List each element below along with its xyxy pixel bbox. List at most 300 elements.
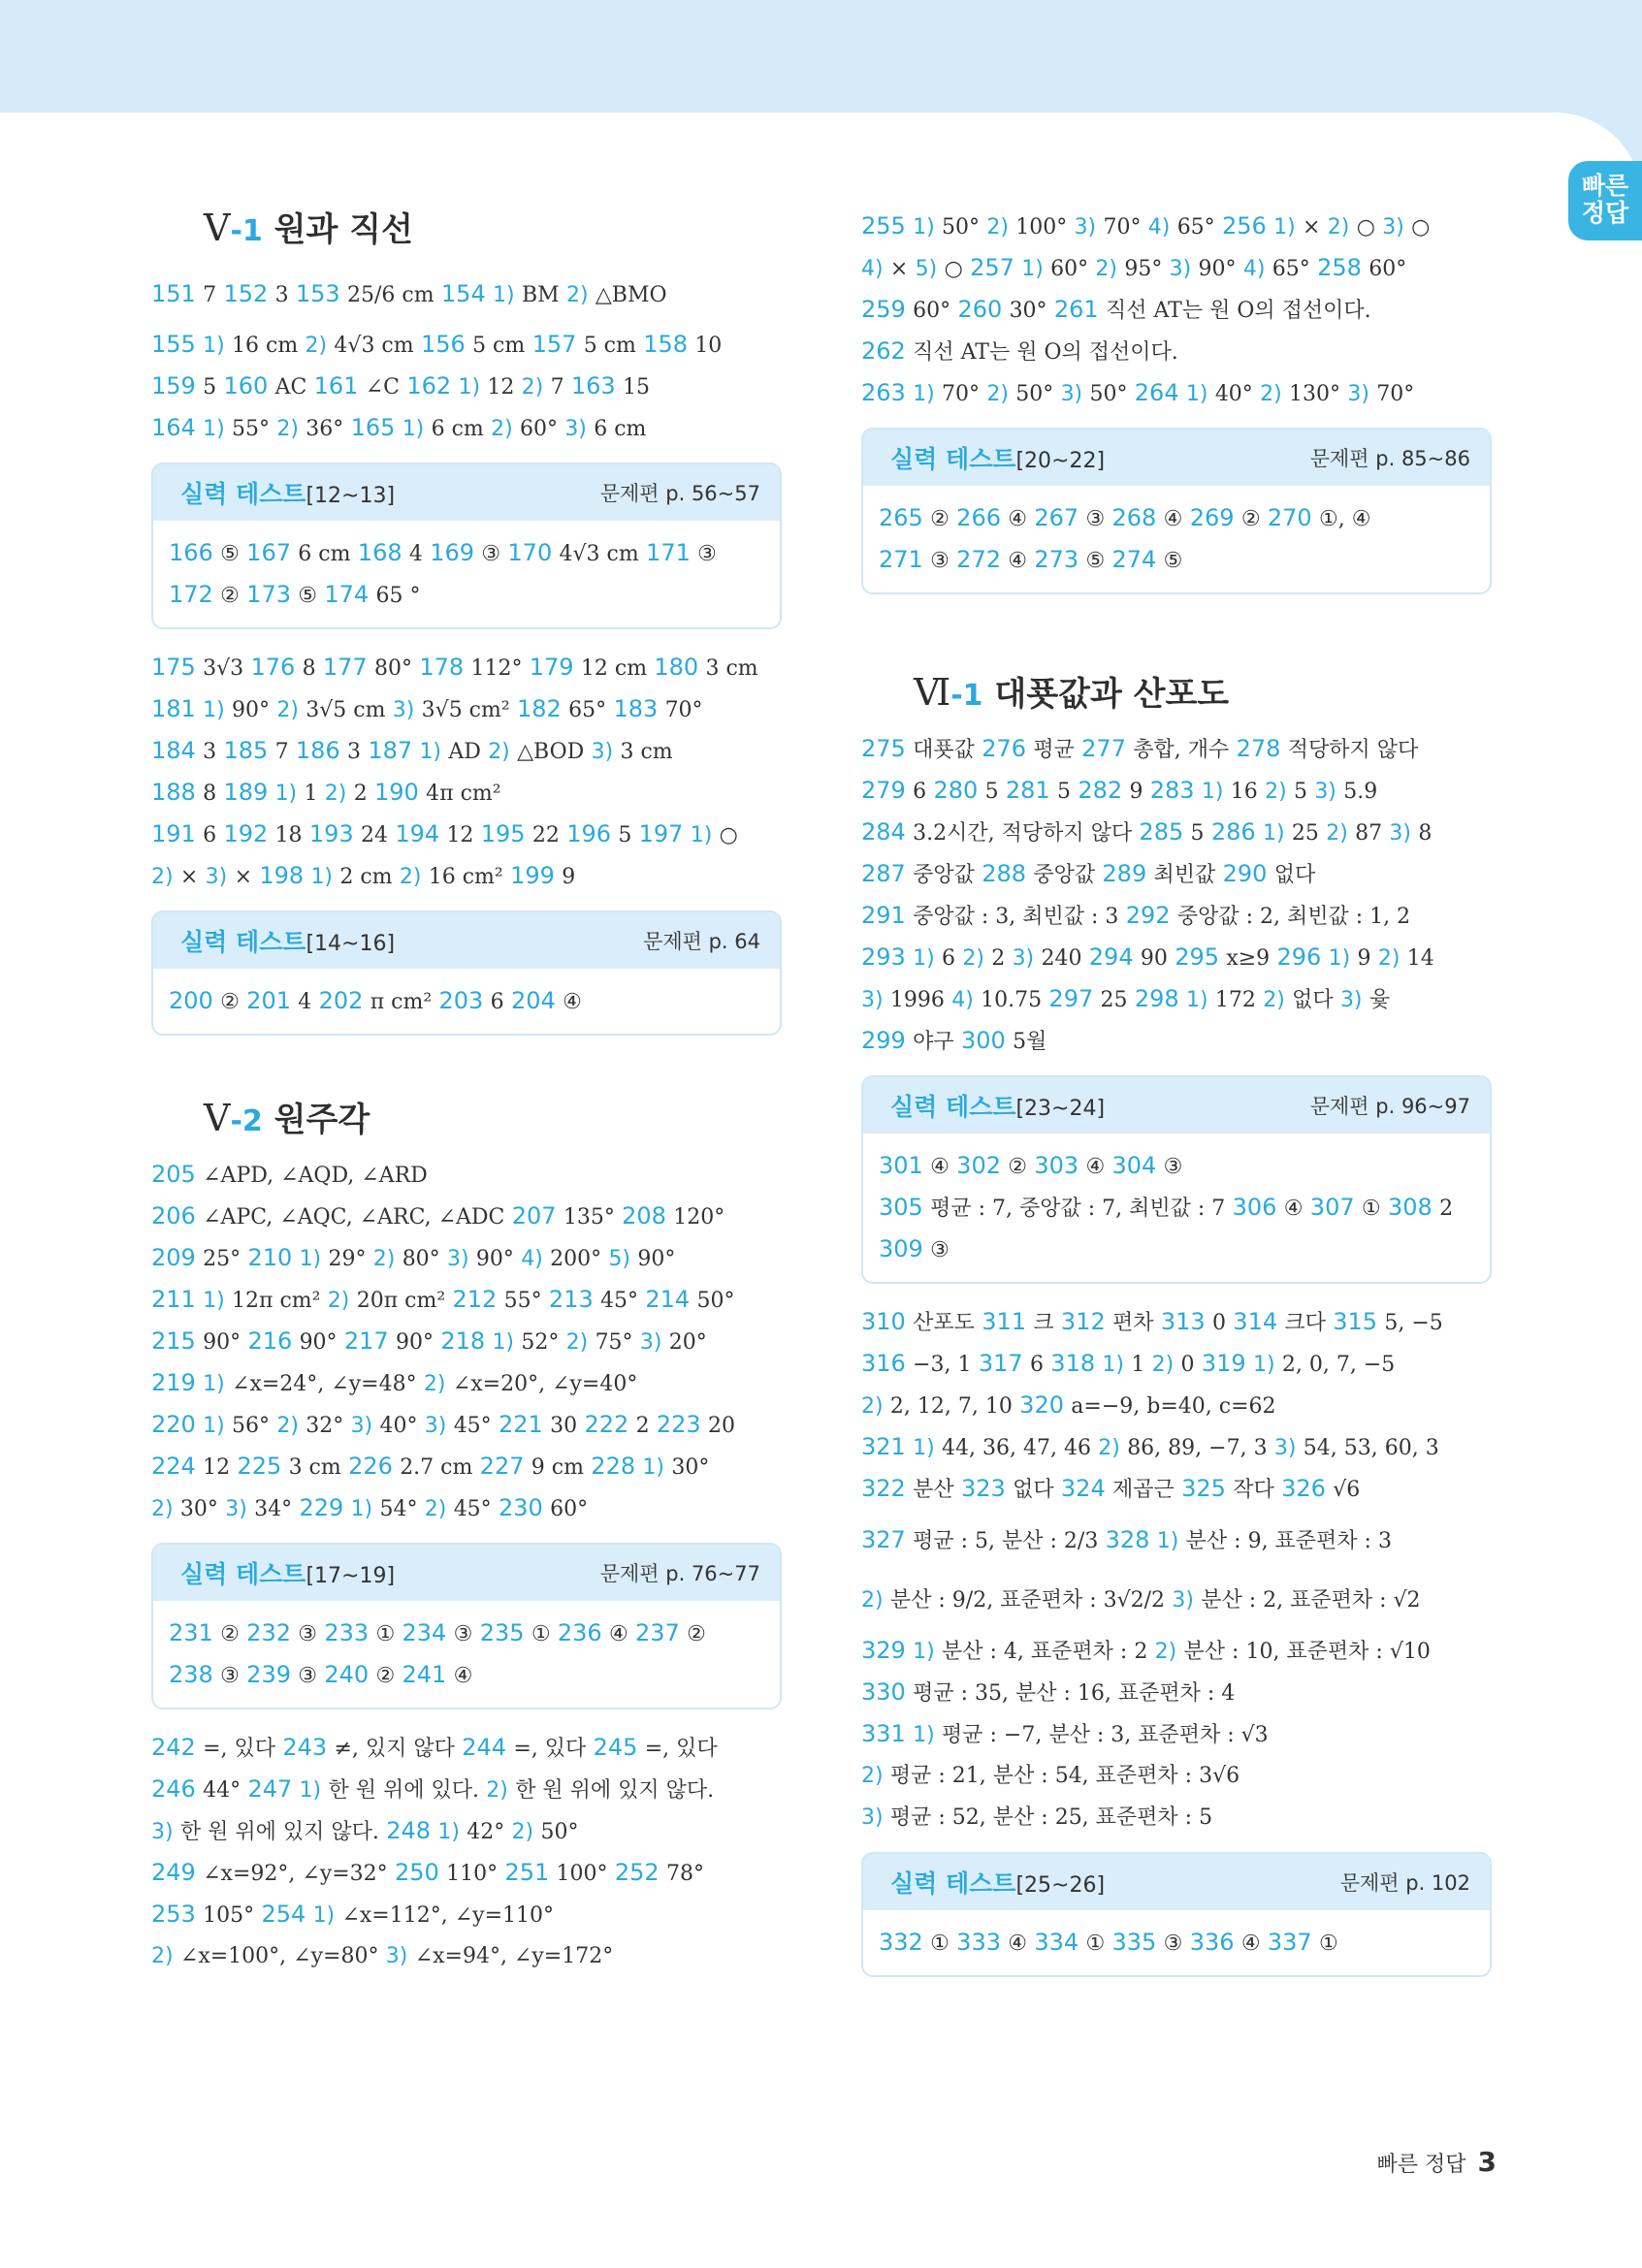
answer-line [169,532,780,574]
problem-number: 321 [861,1433,906,1460]
answer-value: ∠x=24°, ∠y=48° [232,1372,417,1396]
sub-item-label: 1) [1273,215,1296,240]
answer-line [861,978,1492,1020]
answer-value: 9 cm [531,1455,584,1480]
sub-item-label: 2) [1260,382,1282,406]
answer-value: 5 [1057,780,1071,804]
side-tab-line-2: 정답 [1581,199,1629,227]
sub-item-label: 2) [511,1820,534,1844]
problem-number: 274 [1111,546,1157,573]
skill-test-label: 실력 테스트 [180,480,306,508]
problem-number: 280 [933,777,979,804]
problem-number: 259 [861,296,906,323]
problem-number: 266 [956,504,1001,531]
answer-line [151,407,782,449]
sub-item-label: 1) [203,417,225,441]
answer-value: 3 cm [288,1455,341,1480]
answer-value: 평균 [1033,738,1075,762]
problem-number: 229 [299,1494,344,1521]
answer-line [861,331,1492,372]
sub-item-label: 1) [1252,1353,1275,1377]
answer-value: ① [1318,1932,1338,1956]
answer-line [151,1362,782,1404]
problem-number: 332 [879,1929,923,1956]
problem-number: 301 [879,1152,923,1179]
answer-value: 18 [274,823,303,847]
answer-line [861,247,1492,289]
problem-number: 184 [151,737,196,764]
answer-line [861,1630,1492,1672]
answer-value: ③ [930,549,950,573]
problem-number: 195 [480,820,526,847]
answer-value: 32° [306,1414,344,1438]
problem-number: 309 [879,1235,923,1262]
section-name: 원과 직선 [274,210,413,249]
answer-value: 60° [550,1497,589,1521]
problem-number: 320 [1019,1391,1064,1419]
skill-test-header [153,464,780,521]
problem-number: 158 [643,331,688,358]
answer-line [861,1713,1492,1755]
problem-number: 164 [151,414,196,441]
problem-number: 250 [394,1859,439,1886]
answer-value: 6 [913,780,927,804]
sub-item-label: 1) [203,1414,225,1438]
problem-number: 289 [1102,860,1147,887]
sub-item-label: 3) [1273,1436,1297,1460]
problem-number: 306 [1232,1194,1277,1221]
answer-value: ① [375,1622,396,1646]
answer-line [861,1570,1492,1630]
answer-value: 54, 53, 60, 3 [1303,1436,1439,1460]
answer-value: ③ [1163,1932,1183,1956]
answer-value: ② [220,584,240,608]
problem-number: 294 [1088,943,1134,971]
sub-item-label: 3) [1074,215,1097,240]
answer-value: 평균 : 21, 분산 : 54, 표준편차 : 3√6 [889,1764,1240,1788]
answer-value: 4 [408,542,423,566]
answer-value: 95° [1124,257,1163,281]
problem-number: 303 [1034,1152,1079,1179]
right-column [861,206,1492,1995]
answer-line [151,1196,782,1237]
sub-item-label: 1) [1021,257,1044,281]
answer-value: 22 [531,823,560,847]
sub-item-label: 2) [1095,257,1118,281]
section-number: -1 [950,679,983,713]
answer-value: 한 원 위에 있지 않다. [515,1778,715,1803]
skill-test-label: 실력 테스트 [890,1869,1016,1898]
problem-number: 177 [322,654,368,681]
sub-item-label: 2) [327,1289,350,1313]
sub-item-label: 2) [151,865,174,889]
skill-test-answers [863,1910,1490,1975]
skill-test-header [863,1077,1490,1134]
problem-number: 290 [1222,860,1268,887]
answer-value: ∠APD, ∠AQD, ∠ARD [203,1164,428,1188]
sub-item-label: 1) [203,334,225,358]
sub-item-label: 1) [437,1820,460,1844]
answer-value: 20 [708,1414,735,1438]
answer-value: ③ [298,1664,318,1688]
skill-test-title [890,1088,1105,1123]
answer-value: 12 [446,823,474,847]
answer-value: 5.9 [1343,780,1378,804]
problem-number: 235 [479,1619,525,1646]
answer-line [861,1385,1492,1426]
problem-number: 185 [223,737,269,764]
answer-line [861,1510,1492,1570]
answer-value: ⑤ [298,584,318,608]
answer-value: 중앙값 : 2, 최빈값 : 1, 2 [1176,905,1411,929]
answer-value: 5 cm [583,334,636,358]
answer-value: 45° [600,1289,639,1313]
problem-number: 228 [591,1453,636,1480]
left-column [151,206,782,1977]
section-number: -2 [230,1104,263,1138]
answer-line [861,372,1492,414]
problem-number: 248 [386,1817,432,1844]
problem-number: 225 [237,1453,282,1480]
problem-number: 252 [614,1859,660,1886]
problem-number: 187 [368,737,413,764]
sub-item-label: 2) [324,782,347,806]
problem-number: 219 [151,1369,196,1396]
answer-line [151,1727,782,1769]
roman-numeral: Ⅴ [204,207,231,249]
problem-book-page: 문제편 p. 85~86 [1309,447,1470,470]
problem-number: 165 [350,414,396,441]
skill-test-answers [153,521,780,627]
problem-number: 203 [438,987,484,1014]
answer-line [861,1426,1492,1468]
answer-value: 3 [203,740,217,764]
sub-item-label: 2) [565,283,589,307]
skill-test-box [151,463,782,629]
answer-value: 45° [453,1414,492,1438]
problem-number: 191 [151,820,196,847]
answer-value: 70° [664,698,703,722]
problem-number: 316 [861,1350,906,1377]
sub-item-label: 3) [350,1414,373,1438]
answer-value: 12 [487,375,515,399]
sub-item-label: 3) [205,865,228,889]
answer-value: ② [375,1664,396,1688]
problem-number: 282 [1078,777,1123,804]
problem-number: 336 [1189,1929,1235,1956]
answer-value: ○ [1411,215,1431,240]
sub-item-label: 3) [1314,780,1336,804]
answer-value: 3√5 cm [306,698,386,722]
sub-item-label: 2) [1265,780,1287,804]
problem-book-page: 문제편 p. 64 [643,930,760,953]
answer-value: 12 cm [580,656,648,681]
answer-line [861,937,1492,978]
problem-number: 275 [861,735,906,762]
problem-number: 261 [1053,296,1099,323]
answer-value: 42° [467,1820,505,1844]
problem-number: 258 [1317,254,1362,281]
answer-value: 16 cm [232,334,299,358]
problem-number: 295 [1175,943,1220,971]
answer-value: a=−9, b=40, c=62 [1071,1394,1276,1419]
answer-value: × [179,865,199,889]
answer-value: ② [1240,507,1261,531]
problem-number: 324 [1060,1475,1106,1502]
answer-line [151,1279,782,1321]
sub-item-label: 1) [913,1640,935,1664]
answer-value: ⑤ [1085,549,1106,573]
answer-value: 3 [347,740,361,764]
answer-value: 60° [913,299,951,323]
sub-item-label: 3) [225,1497,247,1521]
answer-value: 분산 : 9, 표준편차 : 3 [1185,1529,1392,1553]
answer-value: 12 [203,1455,231,1480]
skill-test-box [151,1543,782,1709]
answer-value: 대푯값 [913,738,975,762]
problem-number: 217 [343,1327,389,1355]
answer-value: 50° [1015,382,1054,406]
answer-value: 2 [1439,1197,1454,1221]
answer-line [151,1237,782,1279]
answer-line [861,1755,1492,1797]
answer-line [861,770,1492,812]
problem-number: 292 [1125,902,1171,929]
skill-test-box [861,1075,1492,1284]
answer-value: 3.2시간, 적당하지 않다 [913,821,1133,846]
sub-item-label: 5) [608,1247,631,1271]
answer-value: 6 cm [431,417,484,441]
page-number: 3 [1477,2146,1497,2178]
sub-item-label: 2) [276,417,299,441]
answer-line [169,1613,780,1654]
answer-value: AC [274,375,307,399]
answer-value: 5 [1294,780,1307,804]
problem-number: 167 [246,539,291,566]
answer-value: 65° [1272,257,1310,281]
answer-value: × [1303,215,1321,240]
answer-line [861,812,1492,853]
answer-value: 5 [984,780,999,804]
answer-line [151,324,782,366]
problem-number: 253 [151,1901,196,1928]
sub-item-label: 2) [986,382,1009,406]
problem-number: 263 [861,379,906,406]
sub-item-label: 2) [372,1247,396,1271]
problem-number: 240 [324,1661,370,1688]
answer-value: 작다 [1233,1478,1274,1502]
answer-line [861,853,1492,895]
problem-number: 257 [970,254,1014,281]
problem-number: 155 [151,331,196,358]
answer-value: 20° [668,1330,707,1355]
problem-number: 200 [169,987,213,1014]
problem-number: 171 [646,539,691,566]
answer-value: 4 [298,990,312,1014]
answer-value: ③ [481,542,501,566]
answer-value: 90° [475,1247,514,1271]
problem-number: 260 [957,296,1003,323]
section-title [204,206,782,250]
sub-item-label: 1) [493,283,515,307]
answer-value: 중앙값 [1033,863,1096,887]
answer-value: 44° [203,1778,241,1803]
answer-value: 총합, 개수 [1133,738,1230,762]
answer-value: 평균 : 7, 중앙값 : 7, 최빈값 : 7 [930,1197,1226,1221]
answer-value: ∠x=94°, ∠y=172° [414,1944,614,1968]
answer-line [151,814,782,855]
answer-value: 200° [550,1247,602,1271]
problem-number: 328 [1105,1526,1150,1553]
answer-line [151,730,782,772]
answer-value: 240 [1041,946,1082,971]
problem-number: 179 [529,654,574,681]
answer-value: 0 [1211,1311,1226,1335]
answer-value: ④ [453,1664,473,1688]
sub-item-label: 4) [861,257,884,281]
skill-test-header [153,1545,780,1601]
answer-value: 편차 [1112,1311,1154,1335]
answer-value: ①, ④ [1318,507,1371,531]
answer-value: 14 [1406,946,1434,971]
answer-value: ③ [697,542,717,566]
section-title [204,1096,782,1140]
answer-value: ① [1361,1197,1381,1221]
problem-number: 245 [593,1734,638,1761]
answer-value: 분산 : 9/2, 표준편차 : 3√2/2 [889,1588,1166,1613]
answer-value: 5월 [1013,1030,1047,1054]
answer-value: 3 [274,283,289,307]
answer-value: 0 [1180,1353,1195,1377]
answer-line [861,1020,1492,1062]
problem-number: 223 [656,1411,701,1438]
sub-item-label: 2) [1151,1353,1175,1377]
answer-value: 16 cm² [428,865,503,889]
sub-item-label: 2) [276,1414,299,1438]
answer-value: 8 [302,656,316,681]
sub-item-label: 2) [861,1764,884,1788]
answer-value: 90° [203,1330,241,1355]
answer-value: ① [1085,1932,1106,1956]
problem-number: 313 [1160,1308,1206,1335]
answer-value: 4π cm² [426,782,501,806]
answer-value: =, 있다 [513,1737,587,1761]
answer-value: 3√5 cm² [421,698,510,722]
answer-value: 78° [665,1862,704,1886]
answer-value: 29° [328,1247,367,1271]
answer-value: 87 [1355,821,1383,846]
problem-number: 334 [1034,1929,1079,1956]
problem-number: 304 [1111,1152,1157,1179]
skill-test-title [890,1865,1105,1900]
problem-number: 265 [879,504,923,531]
problem-number: 234 [402,1619,447,1646]
skill-test-label: 실력 테스트 [890,1093,1016,1121]
problem-number: 247 [247,1775,293,1803]
answer-value: 8 [203,782,217,806]
answer-value: 90° [1198,257,1237,281]
answer-line [151,772,782,814]
answer-value: ④ [1008,507,1028,531]
problem-book-page: 문제편 p. 56~57 [599,482,760,505]
problem-number: 241 [402,1661,447,1688]
answer-line [861,1468,1492,1510]
answer-value: 172 [1214,988,1256,1012]
sub-item-label: 1) [642,1455,665,1480]
skill-test-label: 실력 테스트 [180,928,306,956]
answer-value: 2.7 cm [400,1455,473,1480]
problem-number: 251 [504,1859,550,1886]
problem-number: 254 [261,1901,306,1928]
answer-value: 20π cm² [356,1289,446,1313]
problem-number: 173 [246,581,291,608]
answer-value: 90° [299,1330,338,1355]
problem-number: 300 [960,1027,1006,1054]
problem-number: 264 [1134,379,1179,406]
answer-line [861,289,1492,331]
sub-item-label: 1) [913,215,935,240]
answer-value: ② [687,1622,706,1646]
problem-number: 242 [151,1734,196,1761]
answer-value: 3 cm [705,656,758,681]
problem-number: 312 [1060,1308,1106,1335]
sub-item-label: 1) [1102,1353,1125,1377]
problem-number: 186 [295,737,340,764]
answer-value: 크 [1033,1311,1054,1335]
sub-item-label: 5) [915,257,938,281]
problem-number: 288 [982,860,1027,887]
sub-item-label: 1) [913,946,935,971]
answer-line [861,895,1492,937]
sub-item-label: 4) [521,1247,543,1271]
answer-line [151,1810,782,1852]
answer-value: 50° [1089,382,1128,406]
answer-value: ○ [944,257,963,281]
problem-number: 178 [419,654,465,681]
answer-value: 직선 AT는 원 O의 접선이다. [1106,299,1371,323]
answer-value: 크다 [1284,1311,1326,1335]
sub-item-label: 2) [424,1497,447,1521]
answer-line [169,1654,780,1696]
answer-value: 최빈값 [1153,863,1216,887]
answer-value: ∠C [365,375,401,399]
skill-test-answers [153,1601,780,1708]
sub-item-label: 4) [1147,215,1171,240]
answer-value: 평균 : 5, 분산 : 2/3 [913,1529,1099,1553]
answer-value: × [234,865,252,889]
sub-item-label: 3) [1382,215,1404,240]
spacer [151,1053,782,1096]
sub-item-label: 3) [1339,988,1363,1012]
answer-value: ② [220,1622,240,1646]
problem-number: 279 [861,777,906,804]
answer-value: 없다 [1013,1478,1054,1502]
answer-value: 산포도 [913,1311,975,1335]
answer-value: 분산 [913,1478,954,1502]
answer-value: 70° [1376,382,1415,406]
problem-number: 297 [1048,985,1094,1012]
problem-number: 267 [1034,504,1079,531]
skill-test-range: [17~19] [306,1564,396,1588]
problem-number: 286 [1210,818,1256,846]
problem-number: 196 [566,820,611,847]
problem-number: 210 [247,1244,293,1271]
problem-number: 268 [1111,504,1157,531]
problem-number: 305 [879,1194,923,1221]
answer-value: π cm² [370,990,433,1014]
sub-item-label: 2) [962,946,984,971]
problem-number: 188 [151,779,196,806]
